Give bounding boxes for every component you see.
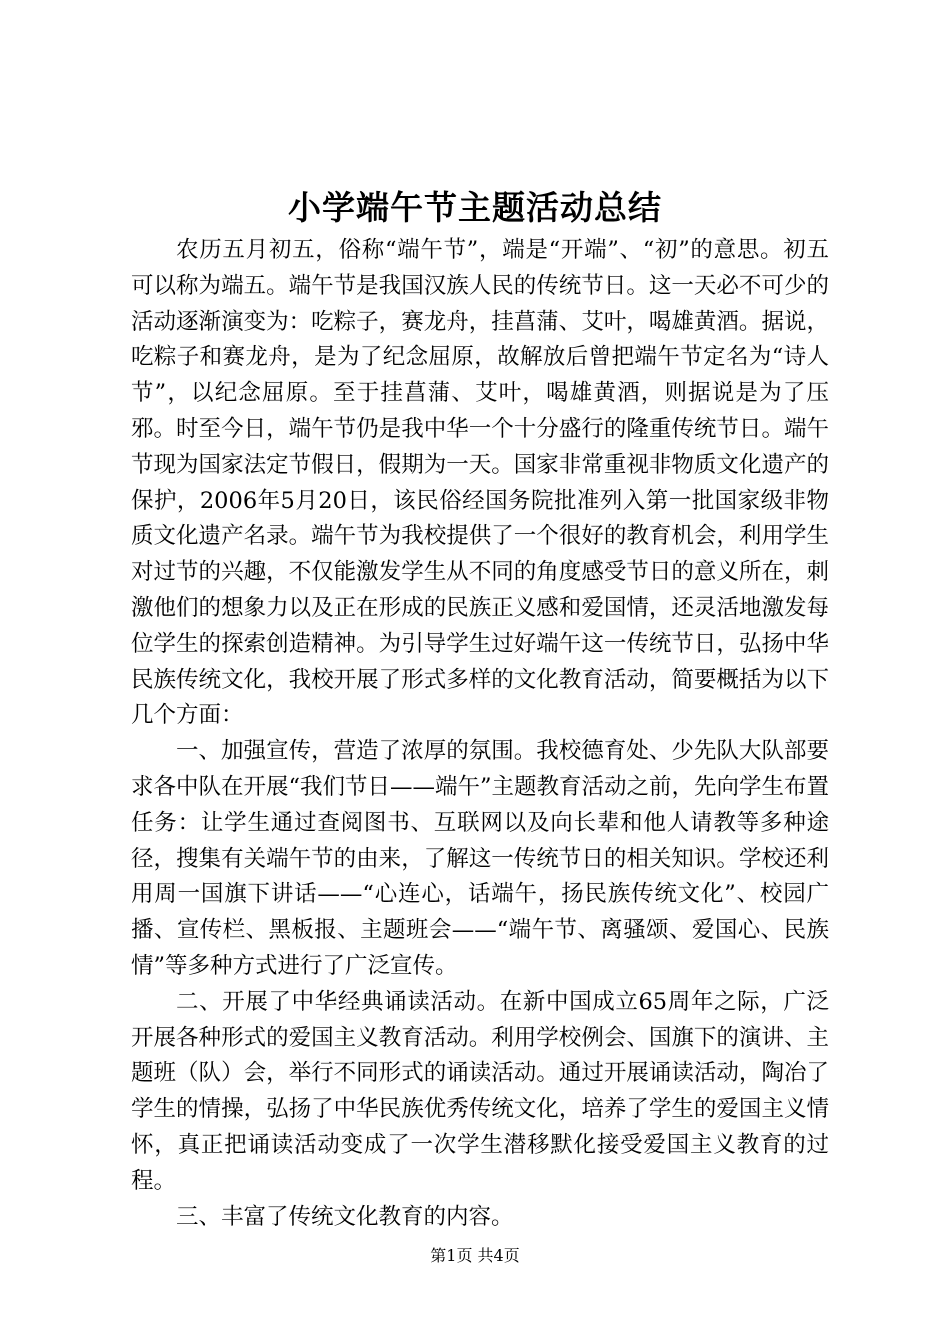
document-title: 小学端午节主题活动总结 xyxy=(288,188,662,227)
paragraph-intro: 农历五月初五，俗称“端午节”，端是“开端”、“初”的意思。初五可以称为端五。端午节是我国汉族人民的传统节日。这一天必不可少的活动逐渐演变为：吃粽子，赛龙舟，挂菖蒲、艾叶，喝雄黄酒。据说，吃粽子和赛龙舟，是为了纪念屈原，故解放后曾把端午节定名为“诗人节”，以纪念屈原。至于挂菖蒲、艾叶，喝雄黄酒，则据说是为了压邪。时至今日，端午节仍是我中华一个十分盛行的隆重传统节日。端午节现为国家法定节假日，假期为一天。国家非常重视非物质文化遗产的保护，2006年5月20日，该民俗经国务院批准列入第一批国家级非物质文化遗产名录。端午节为我校提供了一个很好的教育机会，利用学生对过节的兴趣，不仅能激发学生从不同的角度感受节日的意义所在，刺激他们的想象力以及正在形成的民族正义感和爱国情，还灵活地激发每位学生的探索创造精神。为引导学生过好端午这一传统节日，弘扬中华民族传统文化，我校开展了形式多样的文化教育活动，简要概括为以下几个方面： xyxy=(131,237,829,729)
document-body xyxy=(131,233,829,1235)
paragraph-section-1: 一、加强宣传，营造了浓厚的氛围。我校德育处、少先队大队部要求各中队在开展“我们节日——端午”主题教育活动之前，先向学生布置任务：让学生通过查阅图书、互联网以及向长辈和他人请教等多种途径，搜集有关端午节的由来，了解这一传统节日的相关知识。学校还利用周一国旗下讲话——“心连心，话端午，扬民族传统文化”、校园广播、宣传栏、黑板报、主题班会——“端午节、离骚颂、爱国心、民族情”等多种方式进行了广泛宣传。 xyxy=(131,738,830,979)
page-number-footer: 第1页 共4页 xyxy=(430,1246,520,1265)
paragraph-section-2: 二、开展了中华经典诵读活动。在新中国成立65周年之际，广泛开展各种形式的爱国主义教育活动。利用学校例会、国旗下的演讲、主题班（队）会，举行不同形式的诵读活动。通过开展诵读活动，陶冶了学生的情操，弘扬了中华民族优秀传统文化，培养了学生的爱国主义情怀，真正把诵读活动变成了一次学生潜移默化接受爱国主义教育的过程。 xyxy=(131,988,829,1194)
paragraph-section-3: 三、丰富了传统文化教育的内容。 xyxy=(176,1203,514,1230)
